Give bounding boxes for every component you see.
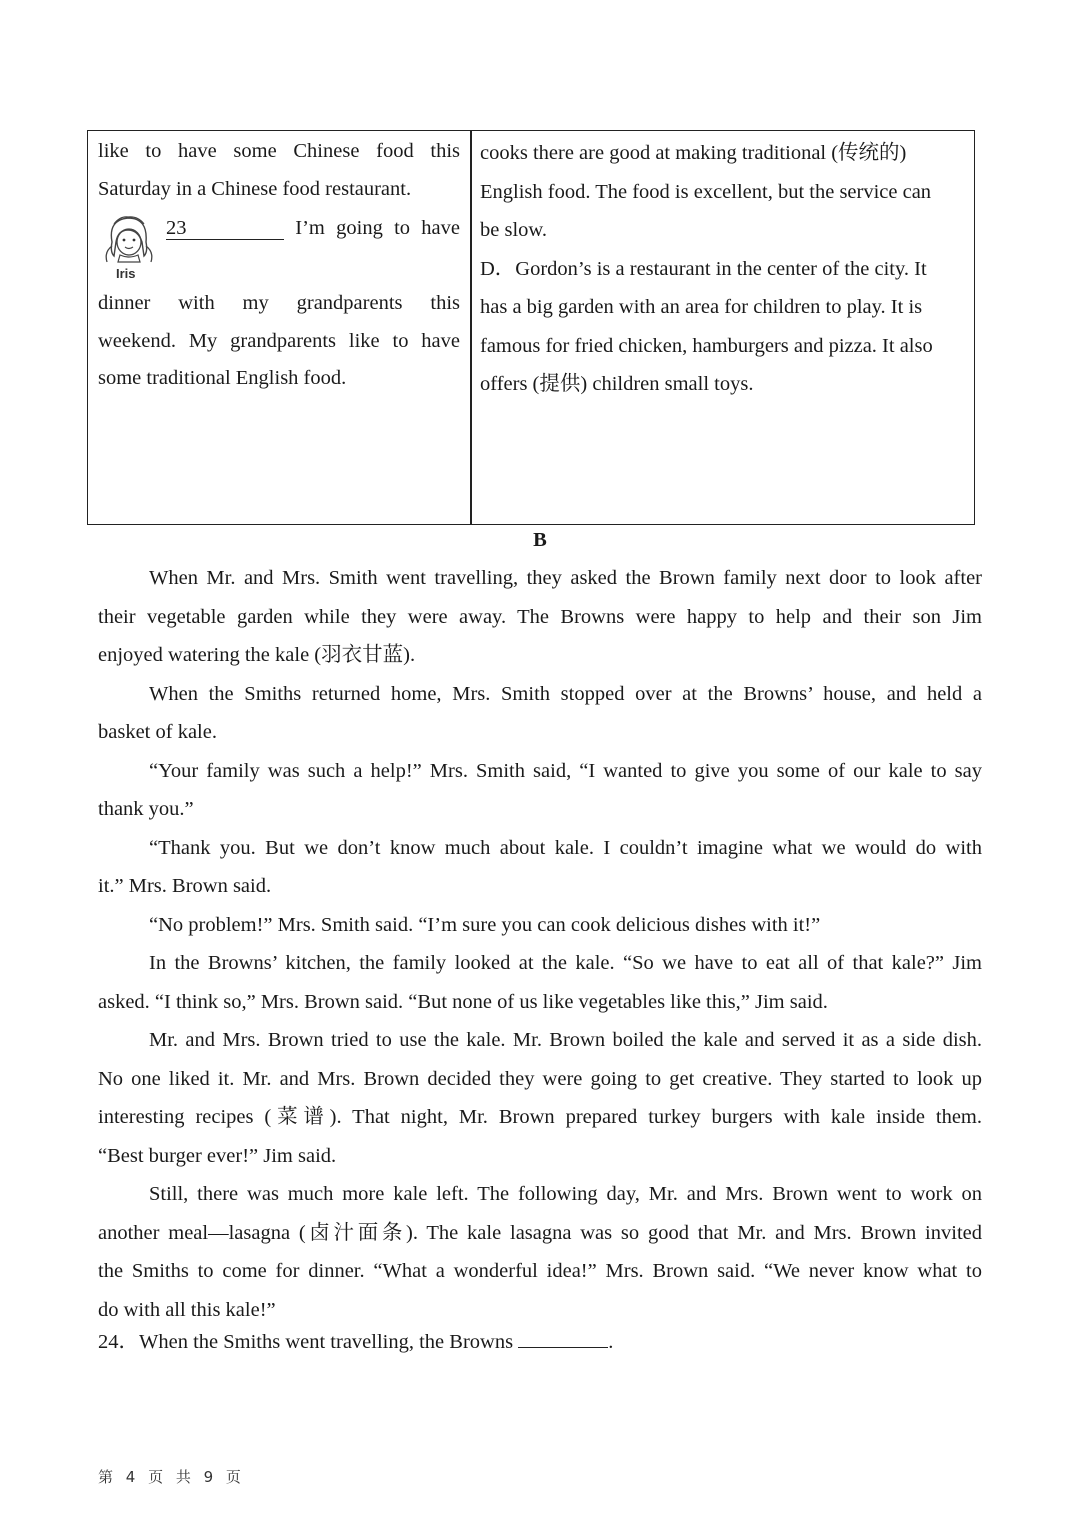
section-title: B <box>533 529 547 551</box>
answer-blank-23[interactable]: 23 <box>166 217 284 240</box>
right-line-6: famous for fried chicken, hamburgers and pizza. It also <box>480 334 933 357</box>
right-line-3: be slow. <box>480 219 547 241</box>
story-line: “No problem!” Mrs. Smith said. “I’m sure you can cook delicious dishes with it!” <box>149 913 821 936</box>
story-line: another meal—lasagna (卤汁面条). The kale lasagna was so good that Mr. and Mrs. Brown invited <box>98 1221 982 1244</box>
story-line: their vegetable garden while they were away. The Browns were happy to help and their son Jim <box>98 605 982 628</box>
left-intro-line-2: Saturday in a Chinese food restaurant. <box>98 177 412 200</box>
story-paragraph <box>98 1021 982 1175</box>
story-line: Mr. and Mrs. Brown tried to use the kale. Mr. Brown boiled the kale and served it as a side dish. <box>149 1029 982 1051</box>
iris-avatar-icon <box>98 212 160 284</box>
story-line: asked. “I think so,” Mrs. Brown said. “But none of us like vegetables like this,” Jim said. <box>98 990 828 1013</box>
story-line: enjoyed watering the kale (羽衣甘蓝). <box>98 644 416 666</box>
story-line: In the Browns’ kitchen, the family looked at the kale. “So we have to eat all of that kale?” Jim <box>149 952 982 974</box>
right-line-4: D．Gordon’s is a restaurant in the center of the city. It <box>480 257 927 280</box>
question-24-blank[interactable] <box>518 1327 608 1348</box>
story-line: thank you.” <box>98 798 194 820</box>
iris-line-1: dinner with my grandparents this <box>98 292 460 314</box>
right-line-7: offers (提供) children small toys. <box>480 373 754 395</box>
iris-line-3: some traditional English food. <box>98 367 347 389</box>
story-line: When the Smiths returned home, Mrs. Smith stopped over at the Browns’ house, and held a <box>149 682 982 705</box>
iris-label: Iris <box>116 266 136 281</box>
story-paragraph <box>98 944 982 1021</box>
right-line-5: has a big garden with an area for children to play. It is <box>480 296 923 318</box>
table-cell-right <box>480 134 964 404</box>
story-line: interesting recipes (菜谱). That night, Mr. Brown prepared turkey burgers with kale inside them. <box>98 1106 982 1128</box>
story-line: When Mr. and Mrs. Smith went travelling, they asked the Brown family next door to look after <box>149 567 982 589</box>
right-line-1: cooks there are good at making traditional (传统的) <box>480 142 907 164</box>
story-line: Still, there was much more kale left. The following day, Mr. and Mrs. Brown went to work on <box>149 1183 982 1205</box>
iris-continuation <box>98 285 460 398</box>
table-cell-left <box>98 133 460 398</box>
story-paragraph <box>98 906 982 945</box>
story-line: it.” Mrs. Brown said. <box>98 875 272 897</box>
story-paragraph <box>98 675 982 752</box>
story-line: “Best burger ever!” Jim said. <box>98 1144 337 1167</box>
page-footer: 第 4 页 共 9 页 <box>98 1468 245 1486</box>
story-line: do with all this kale!” <box>98 1298 276 1321</box>
iris-speech <box>166 208 460 248</box>
story-line: “Your family was such a help!” Mrs. Smith said, “I wanted to give you some of our kale to say <box>149 759 982 782</box>
story-line: basket of kale. <box>98 721 217 743</box>
left-intro-line-1: like to have some Chinese food this <box>98 140 460 162</box>
story-paragraph <box>98 1175 982 1329</box>
story-line: No one liked it. Mr. and Mrs. Brown decided they were going to get creative. They started to look up <box>98 1067 982 1090</box>
table-divider <box>470 131 472 524</box>
story-line: the Smiths to come for dinner. “What a wonderful idea!” Mrs. Brown said. “We never know what to <box>98 1260 982 1282</box>
iris-row <box>98 208 460 282</box>
story-paragraph <box>98 559 982 675</box>
right-line-2: English food. The food is excellent, but the service can <box>480 180 932 203</box>
passage-table <box>87 130 975 525</box>
iris-text-after-blank: I’m going to have <box>295 217 460 239</box>
story-passage <box>98 559 982 1329</box>
question-24-text: 24．When the Smiths went travelling, the Browns <box>98 1331 514 1353</box>
story-paragraph <box>98 752 982 829</box>
story-paragraph <box>98 829 982 906</box>
question-24-end: . <box>608 1331 614 1353</box>
iris-line-2: weekend. My grandparents like to have <box>98 329 460 352</box>
story-line: “Thank you. But we don’t know much about kale. I couldn’t imagine what we would do with <box>149 836 982 859</box>
question-24 <box>98 1327 613 1357</box>
